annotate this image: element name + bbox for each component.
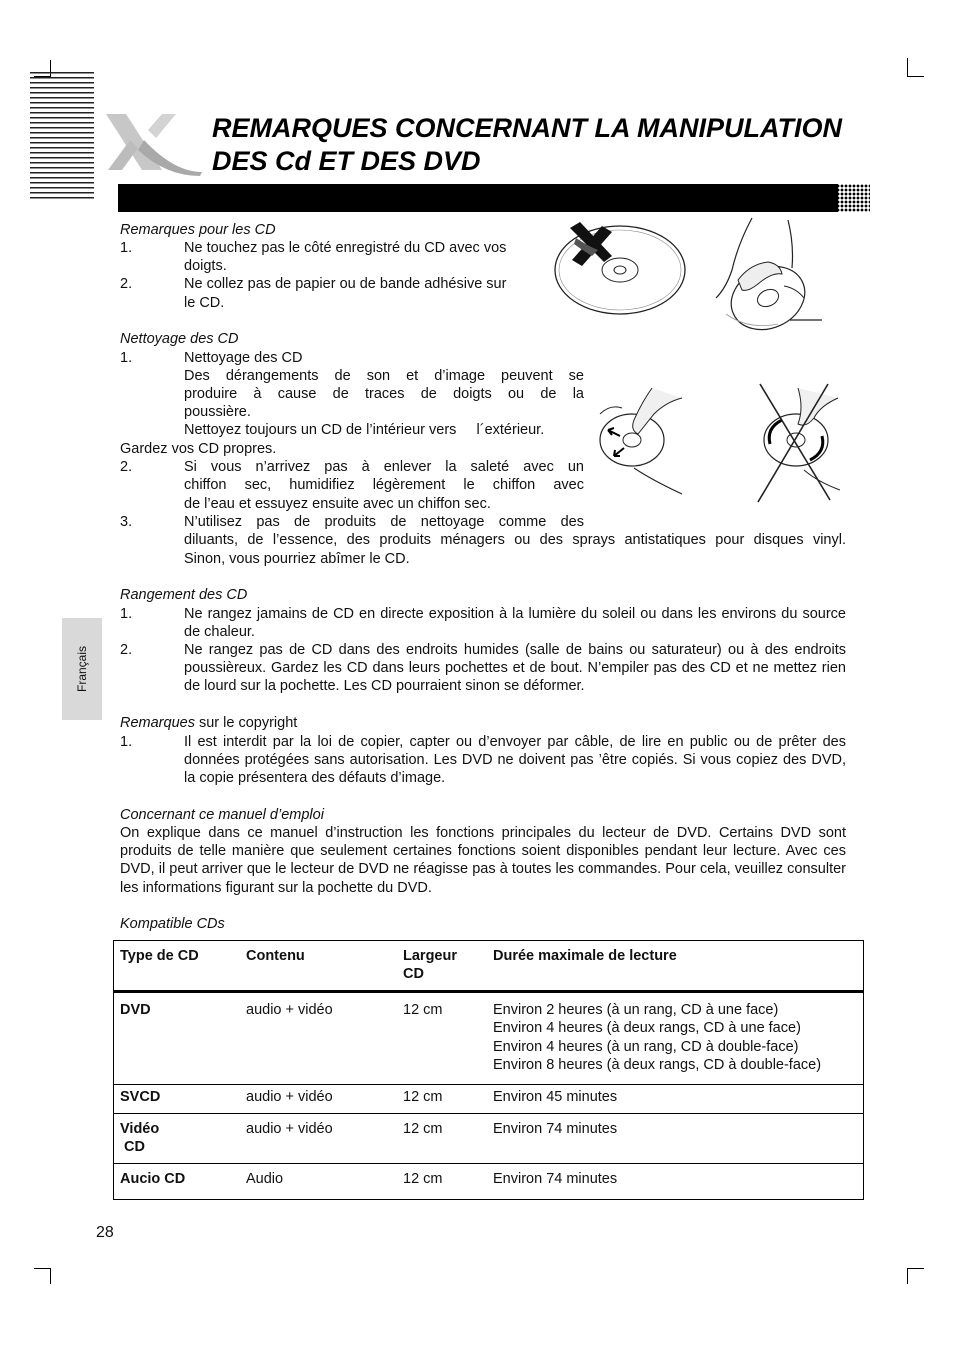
language-tab-label: Français <box>75 645 89 693</box>
item-text: Il est interdit par la loi de copier, capter ou d’envoyer par câble, de lire en public ou de prêter des données protégées sans autorisation. Les DVD ne doivent pas ’être copiés. Si vous copiez des DVD, la copie présentera des défauts d’image. <box>184 734 846 787</box>
table-header-duration: Durée maximale de lecture <box>493 948 677 964</box>
section-heading: Nettoyage des CD <box>120 331 239 347</box>
item-number: 2. <box>120 459 133 475</box>
wrong-cleaning-illustration <box>748 378 844 504</box>
table-header-content: Contenu <box>246 948 305 964</box>
table-header-divider <box>113 990 864 993</box>
manual-text: On explique dans ce manuel d’instruction les fonctions principales du lecteur de DVD. Certains DVD sont produits de telle manière que seulement certaines fonctions soient disponibles pendant leur lecture. Avec ces DVD, il peut arriver que le lecteur de DVD ne réagisse pas à toutes les commandes. Pour cela, veuillez consulter les informations figurant sur la pochette du DVD. <box>120 825 846 896</box>
item-text: N’utilisez pas de produits de nettoyage comme des <box>184 514 584 530</box>
section-heading: Rangement des CD <box>120 587 248 603</box>
table-header-type: Type de CD <box>120 948 199 964</box>
hand-holding-disc-illustration <box>708 214 826 332</box>
item-number: 1. <box>120 734 133 750</box>
section-heading: Concernant ce manuel d’emploi <box>120 807 324 823</box>
table-cell-duration: Environ 8 heures (à deux rangs, CD à double-face) <box>493 1057 822 1073</box>
section-heading <box>120 714 297 732</box>
item-text: produire à cause de traces de doigts ou de la <box>184 386 584 402</box>
table-cell-duration: Environ 4 heures (à deux rangs, CD à une face) <box>493 1020 801 1036</box>
item-text: Nettoyez toujours un CD de l’intérieur vers l´extérieur. <box>184 422 545 438</box>
table-row-divider <box>113 1084 864 1085</box>
page-title <box>212 112 912 178</box>
item-text: chiffon sec, humidifiez légèrement le chiffon avec <box>184 477 584 493</box>
item-number: 1. <box>120 350 133 366</box>
item-text: Gardez vos CD propres. <box>120 441 277 457</box>
item-text: Ne rangez pas de CD dans des endroits humides (salle de bains ou saturateur) ou à des endroits poussièreux. Gardez les CD dans leurs pochettes et de bout. N’empiler pas des CD et ne mettez rien de lourd sur la pochette. Les CD pourraient sinon se déformer. <box>184 642 846 695</box>
item-number: 2. <box>120 642 133 658</box>
table-cell-type: SVCD <box>120 1089 161 1105</box>
table-row-divider <box>113 1163 864 1164</box>
item-text: de l’eau et essuyez ensuite avec un chiffon sec. <box>184 496 491 512</box>
table-cell-duration: Environ 4 heures (à un rang, CD à double-face) <box>493 1039 799 1055</box>
table-row-divider <box>113 1113 864 1114</box>
table-cell-size: 12 cm <box>403 1089 443 1105</box>
section-heading: Remarques pour les CD <box>120 222 276 238</box>
title-bar <box>118 184 838 212</box>
table-cell-duration: Environ 2 heures (à un rang, CD à une face) <box>493 1002 779 1018</box>
table-cell-content: audio + vidéo <box>246 1002 333 1018</box>
table-cell-size: 12 cm <box>403 1002 443 1018</box>
item-text: doigts. <box>184 258 227 274</box>
table-cell-duration: Environ 74 minutes <box>493 1171 618 1187</box>
crop-mark <box>907 58 908 76</box>
item-number: 2. <box>120 276 133 292</box>
table-cell-duration: Environ 74 minutes <box>493 1121 618 1137</box>
section-heading: Kompatible CDs <box>120 916 225 932</box>
header-stripes <box>30 72 94 200</box>
table-cell-size: 12 cm <box>403 1121 443 1137</box>
item-number: 3. <box>120 514 133 530</box>
item-text: Sinon, vous pourriez abîmer le CD. <box>184 551 410 567</box>
table-cell-content: audio + vidéo <box>246 1121 333 1137</box>
crop-mark <box>907 1268 924 1269</box>
brand-logo-icon <box>104 110 204 176</box>
heading-italic: Remarques <box>120 715 195 731</box>
crop-mark <box>34 1268 51 1269</box>
page-number: 28 <box>96 1224 114 1241</box>
crop-mark <box>907 1268 908 1284</box>
table-cell-type: Aucio CD <box>120 1171 186 1187</box>
crop-mark <box>50 1268 51 1284</box>
item-text: Si vous n’arrivez pas à enlever la saleté avec un <box>184 459 584 475</box>
item-text: le CD. <box>184 295 225 311</box>
item-text: poussière. <box>184 404 251 420</box>
table-header-size: Largeur CD <box>403 948 457 983</box>
disc-no-touch-illustration <box>552 220 688 320</box>
item-text: Des dérangements de son et d’image peuvent se <box>184 368 584 384</box>
table-cell-type: CD <box>120 1139 145 1155</box>
table-cell-content: Audio <box>246 1171 284 1187</box>
table-cell-duration: Environ 45 minutes <box>493 1089 618 1105</box>
crop-mark <box>907 76 924 77</box>
item-text: Ne rangez jamains de CD en directe exposition à la lumière du soleil ou dans les environs du source de chaleur. <box>184 606 846 641</box>
table-cell-type: DVD <box>120 1002 151 1018</box>
disc-cleaning-illustration <box>594 384 686 500</box>
item-number: 1. <box>120 240 133 256</box>
item-text: diluants, de l’essence, des produits ménagers ou des sprays antistatiques pour disques vinyl. <box>184 532 846 548</box>
table-cell-size: 12 cm <box>403 1171 443 1187</box>
title-line-2: DES Cd ET DES DVD <box>212 146 481 176</box>
item-text: Ne collez pas de papier ou de bande adhésive sur <box>184 276 507 292</box>
table-cell-content: audio + vidéo <box>246 1089 333 1105</box>
table-cell-type: Vidéo <box>120 1121 160 1137</box>
language-tab <box>62 618 102 720</box>
title-line-1: REMARQUES CONCERNANT LA MANIPULATION <box>212 113 842 143</box>
title-bar-dots <box>824 184 870 212</box>
item-number: 1. <box>120 606 133 622</box>
item-text: Ne touchez pas le côté enregistré du CD avec vos <box>184 240 507 256</box>
heading-rest: sur le copyright <box>194 715 298 731</box>
item-text: Nettoyage des CD <box>184 350 303 366</box>
